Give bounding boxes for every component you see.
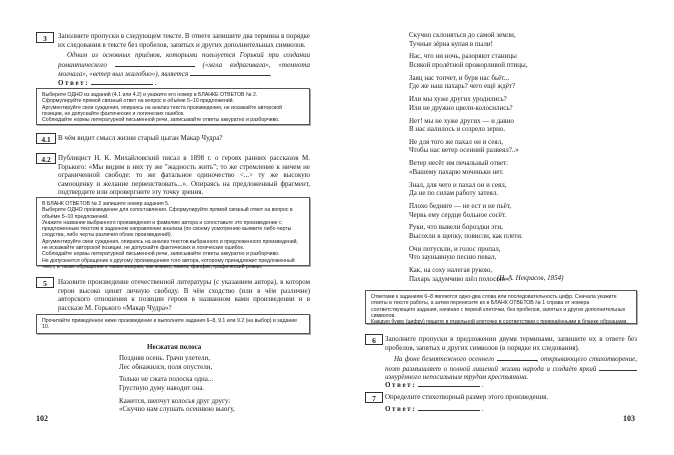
task-number-3: 3 <box>36 32 54 43</box>
stanza <box>119 354 235 371</box>
stanza <box>409 202 527 219</box>
task-3 <box>36 32 310 87</box>
stanza <box>409 223 527 240</box>
poem-line: Поздняя осень. Грачи улетели, <box>119 354 210 362</box>
instruction-line: Аргументируйте свои суждения, опираясь на анализ текста произведения, не искажайте авторской позиции, не допускайте фактических и логических ошибок. <box>42 104 283 117</box>
instruction-line: Сформулируйте прямой связный ответ на вопрос в объёме 5–10 предложений. <box>42 98 234 105</box>
answer-label: Ответ: <box>385 381 417 389</box>
stanza <box>409 245 527 262</box>
stanza <box>409 117 527 134</box>
answer-field[interactable] <box>418 404 480 411</box>
instruction-line: Соблюдайте нормы литературной письменной речи, записывайте ответы аккуратно и разборчиво. <box>42 251 280 258</box>
page-number-right: 103 <box>623 414 635 423</box>
task-number-7: 7 <box>365 392 383 403</box>
stanza <box>409 74 527 91</box>
task-6-text-part2: , открывающего стихотворение, поэт размышляет о полной лишений жизни народа и создаёт яркий <box>385 355 638 373</box>
poem-line: Червь ему сердце больное сосёт. <box>409 210 507 219</box>
poem-line: Пахарь задумчиво шёл полосою». <box>409 274 511 283</box>
task-4-1 <box>36 133 310 145</box>
poem-line: Да не по силам работу затеял. <box>409 189 498 198</box>
stanza <box>119 397 235 414</box>
task-number-4-2: 4.2 <box>36 153 56 164</box>
instruction-line: Укажите название выбранного произведения и фамилию автора и сопоставьте это произведение с предложенным текстом в заданном направлении анализа (по своему усмотрению выявите либо черты сходства, либо черты различия обоих произведений). <box>42 219 292 239</box>
poem-start <box>119 354 235 418</box>
answer-label: Ответ: <box>58 79 90 87</box>
task-3-text-part2: («мгла вздрагивала», «темнота молчала», «ветер выл жалобно»), является <box>58 60 310 79</box>
poem-line: Скучно склоняться до самой земли, <box>409 31 516 39</box>
task-6-text <box>385 354 637 382</box>
task-number-4-1: 4.1 <box>36 133 56 144</box>
page-number-left: 102 <box>36 414 48 423</box>
poem-line: Или не дружно цвели-колосились? <box>409 103 513 112</box>
answer-field[interactable] <box>91 78 153 85</box>
poem-line: Что заунывную песню певал, <box>409 253 497 262</box>
task-3-instruction: Заполните пропуски в следующем тексте. В ответе запишите два термина в порядке их следования в тексте без пробелов, запятых и других дополнительных символов. <box>58 32 310 49</box>
task-4-2 <box>36 153 310 198</box>
blank-2[interactable] <box>599 364 637 371</box>
poem-line: Высохли в щепку, повисли, как плети. <box>409 231 523 240</box>
task-3-text: Одним из основных приёмов, которыми пользуется Горький при создании романтического («мгла вздрагивала», «темнота молчала», «ветер выл жалобно»), является . <box>58 51 310 79</box>
task-5-text: Назовите произведение отечественной литературы (с указанием автора), в котором герои высоко ценят личную свободу. В чём сходство (или в чём различие) авторского отношения к позиции героев в названном вами произведении и в рассказе М. Горького «Макар Чудра»? <box>58 278 310 312</box>
poem-line: Не для того же пахал он и сеял, <box>409 137 503 146</box>
poem-line: «Вашему пахарю моченьки нет. <box>409 167 504 176</box>
task-5 <box>36 277 310 317</box>
task-number-6: 6 <box>365 334 383 345</box>
poem-line: Только не сжата полоска одна... <box>119 375 214 384</box>
poem-line: Или мы хуже других уродились? <box>409 95 507 104</box>
task-6-text-part1: На фоне безмятежного осеннего <box>394 355 495 363</box>
stanza <box>409 31 527 48</box>
instruction-box-3 <box>36 314 310 334</box>
task-number-5: 5 <box>36 277 54 288</box>
answer-label: Ответ: <box>385 405 417 413</box>
task-4-2-text: Публицист Н. К. Михайловский писал в 1898 г. о героях ранних рассказов М. Горького: «Мы видим в них ту же "жадность жить"; то же стремление к ничем не ограниченной свободе: то же фатальное одиночество <...> ту же высокую самооценку и желание первенствовать...». Опираясь на предложенный фрагмент, подтвердите или опровергните эту точку зрения. <box>58 154 310 197</box>
stanza <box>409 95 527 112</box>
stanza <box>409 52 527 69</box>
instruction-line: Аргументируйте свои суждения, опираясь на анализ текстов выбранного и предложенного произведений, не искажайте авторской позиции, не допускайте фактических и логических ошибок. <box>42 238 299 252</box>
stanza <box>409 138 527 155</box>
instruction-box-1 <box>36 88 310 125</box>
task-4-1-text: В чём видит смысл жизни старый цыган Макар Чудра? <box>58 134 223 142</box>
poem-line: Плохо бедняге — не ест и не пьёт, <box>409 202 511 210</box>
instruction-box-4 <box>365 290 637 324</box>
instruction-line: Ответами к заданиям 6–8 являются одно-два слова или последовательность цифр. Сначала укажите ответы в тексте работы, а затем перенесите их в БЛАНК ОТВЕТОВ № 1 справа от номера соответствующего задания, начиная с первой клеточки, без пробелов, запятых и других дополнительных символов. <box>371 294 626 319</box>
blank-2[interactable] <box>190 69 270 76</box>
poem-line: Руки, что вывели бороздки эти, <box>409 223 503 232</box>
task-6-text-part3: изнурённого непосильным трудом крестьянина. <box>385 373 529 382</box>
poem-title: Несжатая полоса <box>147 343 202 351</box>
poem-line: Очи потускли, и голос пропал, <box>409 244 501 253</box>
instruction-line: Соблюдайте нормы литературной письменной речи, записывайте ответы аккуратно и разборчиво. <box>42 117 280 124</box>
poem-line: Заяц нас топчет, и буря нас бьёт... <box>409 73 510 82</box>
stanza <box>119 375 235 392</box>
poem-line: Чтобы нас ветер осенний развеял?..» <box>409 146 519 155</box>
poem-line: Нас, что ни ночь, разоряют станицы <box>409 52 517 61</box>
poem-line: «Скучно нам слушать осеннюю вьюгу, <box>119 405 235 414</box>
poem-line: Грустную думу наводит она. <box>119 383 205 392</box>
task-6-instruction: Заполните пропуски в предложении двумя терминами, запишите их в ответе без пробелов, запятых и других символов (в порядке их следования). <box>385 335 637 352</box>
poem-line: Ветер несёт им печальный ответ: <box>409 159 509 168</box>
task-7 <box>365 392 637 416</box>
instruction-line: В БЛАНК ОТВЕТОВ № 2 запишите номер задания 5. <box>42 201 170 207</box>
task-6-answer: Ответ: . <box>385 381 484 389</box>
poem-line: Как, на соху налегая рукою, <box>409 266 492 275</box>
task-7-answer: Ответ: . <box>385 405 484 413</box>
stanza <box>409 181 527 198</box>
poem-line: Лес обнажился, поля опустели, <box>119 362 213 371</box>
instruction-line: Выберите ОДНО произведение для сопоставления. Сформулируйте прямой связный ответ на вопрос в объёме 5–10 предложений. <box>42 207 293 220</box>
blank-1[interactable] <box>497 354 537 361</box>
instruction-line: Выберите ОДНО из заданий (4.1 или 4.2) и укажите его номер в БЛАНКЕ ОТВЕТОВ № 2. <box>42 92 258 98</box>
right-page <box>337 0 674 455</box>
task-3-answer: Ответ: . <box>58 79 157 87</box>
task-7-text: Определите стихотворный размер этого произведения. <box>385 393 549 401</box>
stanza <box>409 159 527 176</box>
poem-line: Знал, для чего и пахал он и сеял, <box>409 180 507 189</box>
task-3-text-part1: Одним из основных приёмов, которыми пользуется Горький при создании романтического <box>58 51 310 69</box>
instruction-line: Прочитайте приведённое ниже произведение и выполните задания 6–8, 9.1 или 9.2 (на выбор) и задание 10. <box>42 318 298 331</box>
task-6 <box>365 334 637 389</box>
poem-line: Кажется, шепчут колосья друг другу: <box>119 396 231 405</box>
poem-line: Где же наш пахарь? чего ещё ждёт? <box>409 82 516 91</box>
poem-attribution: (Н. А. Некрасов, 1854) <box>497 274 564 282</box>
instruction-line: Не допускается обращение к другому произведению того автора, которому принадлежит предложенный текст, а также обращение к таким жанрам, как комикс, манга, фанфик, графический роман. <box>42 257 295 270</box>
answer-field[interactable] <box>418 380 480 387</box>
instruction-box-2 <box>36 197 310 270</box>
instruction-line: Каждую букву (цифру) пишите в отдельной клеточке в соответствии с приведёнными в бланке образцами. <box>371 319 628 326</box>
poem-line: В нас налилось и созрело зерно. <box>409 125 506 134</box>
poem-continued <box>409 31 527 288</box>
blank-1[interactable] <box>115 60 195 67</box>
poem-line: Всякой пролётной прожорливой птицы, <box>409 60 528 69</box>
poem-line: Тучные зёрна купая в пыли! <box>409 39 493 48</box>
poem-line: Нет! мы не хуже других — и давно <box>409 116 514 125</box>
